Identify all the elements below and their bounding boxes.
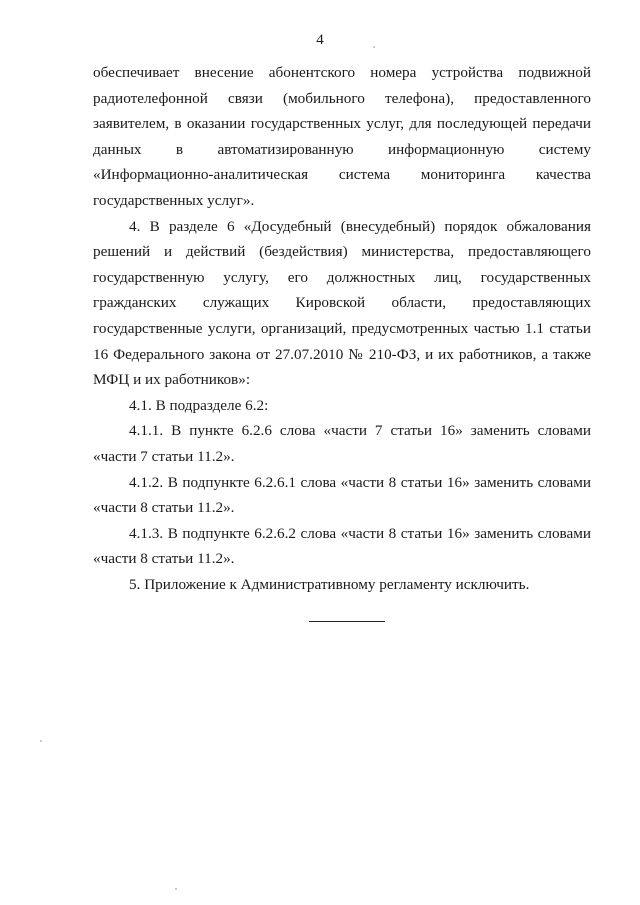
paragraph-item-4-1-2: 4.1.2. В подпункте 6.2.6.1 слова «части 8 статьи 16» заменить словами «части 8 статьи 11.2». <box>93 473 591 517</box>
paragraph-item-4-1-1: 4.1.1. В пункте 6.2.6 слова «части 7 статьи 16» заменить словами «части 7 статьи 11.2». <box>93 422 591 465</box>
paragraph-item-4-1: 4.1. В подразделе 6.2: <box>129 396 269 414</box>
document-body <box>93 60 591 597</box>
end-separator-line <box>309 621 385 622</box>
paragraph-continuation: обеспечивает внесение абонентского номера устройства подвижной радиотелефонной связи (мобильного телефона), предоставленного заявителем, в оказании государственных услуг, для последующей передачи данных в автоматизированную информационную систему «Информационно-аналитическая система мониторинга качества государственных услуг». <box>93 64 591 209</box>
scan-speck <box>40 740 42 742</box>
scan-speck <box>373 46 375 48</box>
scan-speck <box>175 888 177 890</box>
paragraph-item-5: 5. Приложение к Административному регламенту исключить. <box>129 575 530 593</box>
paragraph-item-4: 4. В разделе 6 «Досудебный (внесудебный) порядок обжалования решений и действий (бездействия) министерства, предоставляющего государственную услугу, его должностных лиц, государственных гражданских служащих Кировской области, предоставляющих государственные услуги, организаций, предусмотренных частью 1.1 статьи 16 Федерального закона от 27.07.2010 № 210-ФЗ, и их работников, а также МФЦ и их работников»: <box>93 217 591 389</box>
page-number: 4 <box>316 32 324 48</box>
paragraph-item-4-1-3: 4.1.3. В подпункте 6.2.6.2 слова «части 8 статьи 16» заменить словами «части 8 статьи 11.2». <box>93 524 591 568</box>
